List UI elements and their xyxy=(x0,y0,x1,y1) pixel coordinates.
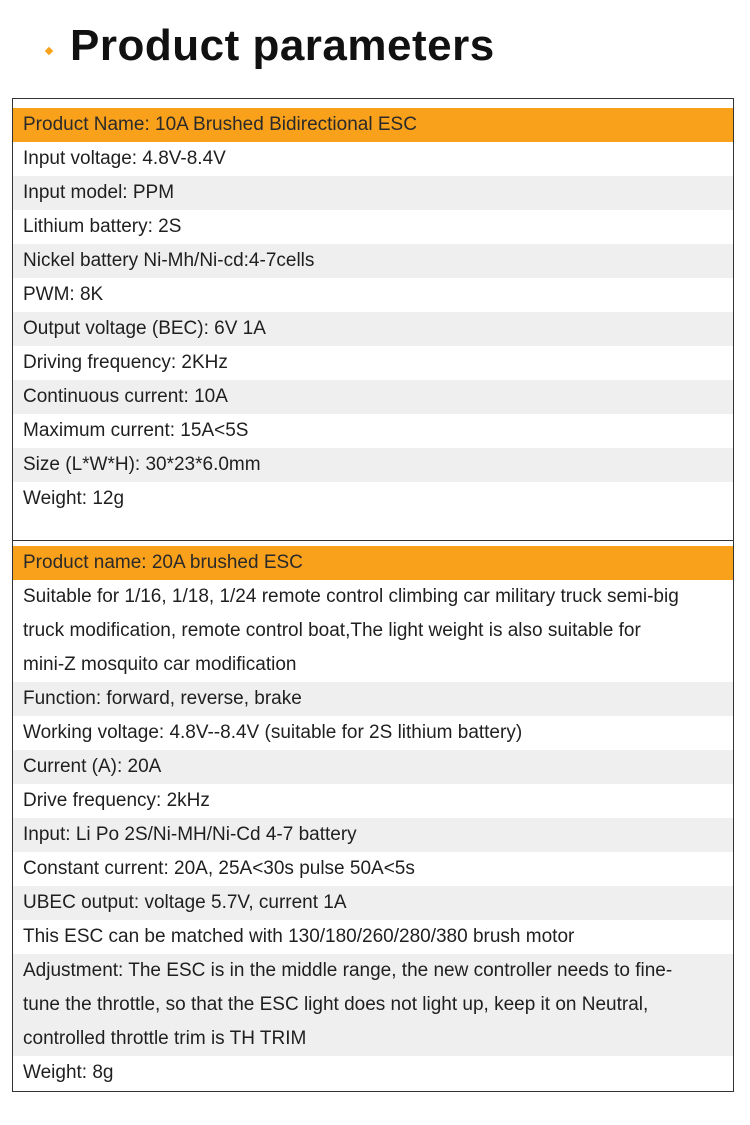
spec-row: Input voltage: 4.8V-8.4V xyxy=(23,148,226,169)
spec-row: tune the throttle, so that the ESC light does not light up, keep it on Neutral, xyxy=(13,988,733,1022)
spec-row: Current (A): 20A xyxy=(13,750,733,784)
spec-row: Suitable for 1/16, 1/18, 1/24 remote control climbing car military truck semi-big xyxy=(23,586,679,607)
spec-row: controlled throttle trim is TH TRIM xyxy=(13,1022,733,1056)
spec-row: mini-Z mosquito car modification xyxy=(23,654,297,675)
spec-row: Function: forward, reverse, brake xyxy=(13,682,733,716)
diamond-bullet-icon xyxy=(45,47,53,55)
spec-row: Maximum current: 15A<5S xyxy=(23,420,249,441)
spec-row: This ESC can be matched with 130/180/260/280/380 brush motor xyxy=(23,926,575,947)
spec-table-10a xyxy=(12,98,734,541)
spec-table-20a xyxy=(12,540,734,1092)
page-title: Product parameters xyxy=(70,21,495,70)
page-header xyxy=(0,18,750,78)
spec-row: Input: Li Po 2S/Ni-MH/Ni-Cd 4-7 battery xyxy=(13,818,733,852)
spec-row: Drive frequency: 2kHz xyxy=(23,790,210,811)
spec-row: Weight: 12g xyxy=(23,488,125,509)
spec-row: Weight: 8g xyxy=(23,1062,114,1083)
spec-table-header: Product Name: 10A Brushed Bidirectional ESC xyxy=(13,108,733,142)
spec-row: Adjustment: The ESC is in the middle range, the new controller needs to fine- xyxy=(13,954,733,988)
spec-row: Lithium battery: 2S xyxy=(23,216,182,237)
spec-row: PWM: 8K xyxy=(23,284,104,305)
spec-row: Continuous current: 10A xyxy=(13,380,733,414)
spec-row: Input model: PPM xyxy=(13,176,733,210)
spec-table-header: Product name: 20A brushed ESC xyxy=(13,546,733,580)
spec-row: Nickel battery Ni-Mh/Ni-cd:4-7cells xyxy=(13,244,733,278)
spec-row: Output voltage (BEC): 6V 1A xyxy=(13,312,733,346)
spec-row: Driving frequency: 2KHz xyxy=(23,352,228,373)
spec-row: UBEC output: voltage 5.7V, current 1A xyxy=(13,886,733,920)
spec-row: Working voltage: 4.8V--8.4V (suitable for 2S lithium battery) xyxy=(23,722,523,743)
spec-row: Constant current: 20A, 25A<30s pulse 50A<5s xyxy=(23,858,415,879)
spec-row: truck modification, remote control boat,The light weight is also suitable for xyxy=(23,620,641,641)
spec-row: Size (L*W*H): 30*23*6.0mm xyxy=(13,448,733,482)
